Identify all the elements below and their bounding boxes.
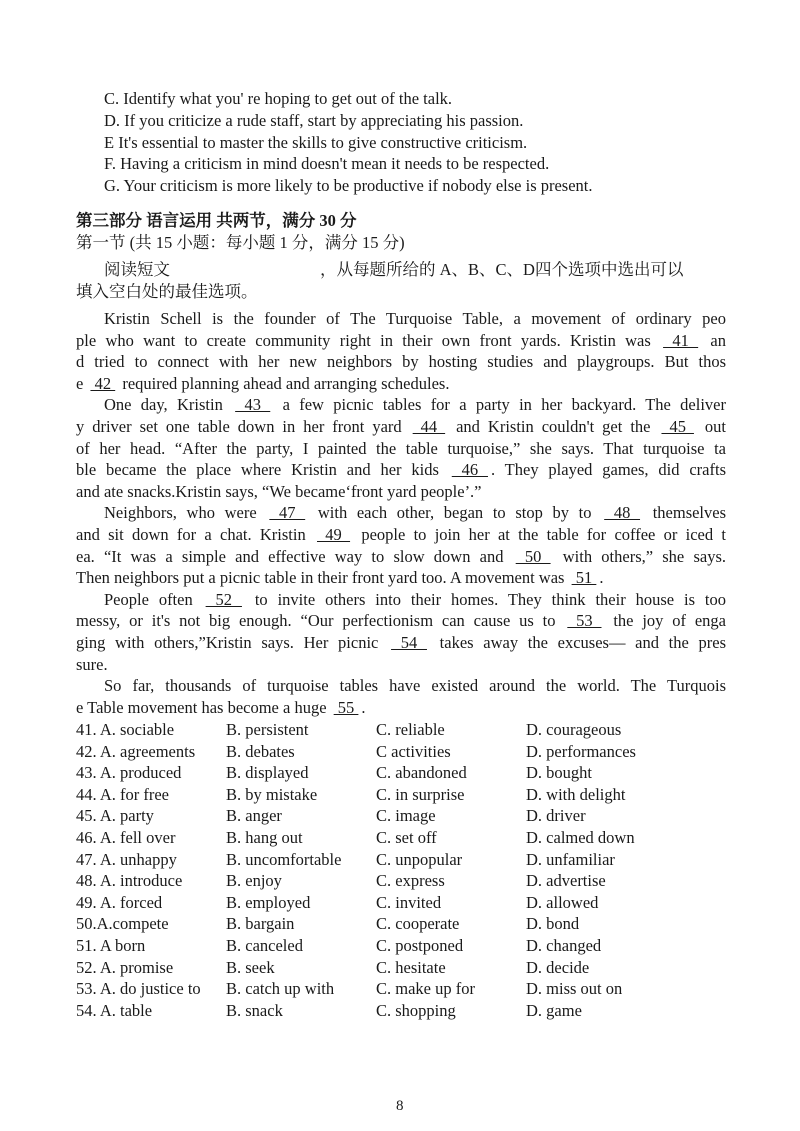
option-c: C. unpopular bbox=[376, 849, 463, 869]
instruction-part-b: ，从每题所给的 A、B、C、D四个选项中选出可以 bbox=[320, 260, 684, 279]
option-row bbox=[76, 849, 726, 870]
passage-line: d tried to connect with her new neighbors by hosting studies and playgroups. But thos bbox=[76, 352, 726, 372]
blank-43: 43 bbox=[235, 395, 271, 415]
option-c: C. in surprise bbox=[376, 784, 465, 804]
option-a: 54. A. table bbox=[76, 1000, 153, 1020]
blank-52: 52 bbox=[205, 589, 242, 609]
option-a: 47. A. unhappy bbox=[76, 849, 177, 869]
option-row bbox=[76, 978, 726, 999]
passage-line: So far, thousands of turquoise tables have existed around the world. The Turquois bbox=[104, 676, 726, 696]
passage-line: One day, Kristin 43 a few picnic tables for a party in her backyard. The deliver bbox=[104, 395, 726, 415]
option-b: B. catch up with bbox=[226, 979, 335, 999]
blank-55: 55 bbox=[333, 697, 359, 717]
option-c: C. invited bbox=[376, 892, 442, 912]
option-d: D. performances bbox=[526, 741, 636, 761]
option-d: D. miss out on bbox=[526, 979, 623, 999]
passage-line: and sit down for a chat. Kristin 49 people to join her at the table for coffee or iced t bbox=[76, 525, 726, 544]
option-d: D. If you criticize a rude staff, start by appreciating his passion. bbox=[104, 111, 524, 130]
option-d: D. unfamiliar bbox=[526, 849, 615, 869]
option-b: B. anger bbox=[226, 806, 282, 826]
option-b: B. persistent bbox=[226, 720, 309, 739]
option-c: C. hesitate bbox=[376, 957, 446, 977]
passage-line: ging with others,”Kristin says. Her picnic 54 takes away the excuses— and the pres bbox=[76, 633, 727, 652]
passage-line: y driver set one table down in her front yard 44 and Kristin couldn't get the 45 out bbox=[76, 417, 727, 436]
option-a: 43. A. produced bbox=[76, 763, 182, 783]
option-row bbox=[76, 827, 726, 848]
option-c: C. image bbox=[376, 806, 436, 826]
option-c: C. cooperate bbox=[376, 914, 460, 934]
option-a: 53. A. do justice to bbox=[76, 979, 201, 999]
option-row bbox=[76, 870, 726, 891]
blank-48: 48 bbox=[604, 503, 641, 523]
option-a: 48. A. introduce bbox=[76, 871, 183, 891]
option-d: D. advertise bbox=[526, 871, 606, 891]
page-number: 8 bbox=[396, 1098, 404, 1114]
option-b: B. enjoy bbox=[226, 871, 282, 891]
option-b: B. displayed bbox=[226, 763, 309, 783]
passage-line: e 42 required planning ahead and arranging schedules. bbox=[76, 373, 450, 393]
passage-line: Neighbors, who were 47 with each other, began to stop by to 48 themselves bbox=[104, 503, 727, 523]
subsection-title: 第一节 (共 15 小题：每小题 1 分，满分 15 分) bbox=[76, 233, 405, 252]
option-row bbox=[76, 1000, 726, 1021]
option-row bbox=[76, 892, 726, 913]
passage-line: ea. “It was a simple and effective way to slow down and 50 with others,” she says. bbox=[76, 546, 726, 566]
option-c: C activities bbox=[376, 741, 451, 761]
option-a: 46. A. fell over bbox=[76, 828, 176, 847]
passage-line: ble became the place where Kristin and her kids 46 . They played games, did crafts bbox=[76, 460, 726, 480]
option-row bbox=[76, 741, 726, 762]
option-d: D. bond bbox=[526, 914, 580, 934]
passage-line: of her head. “After the party, I painted the table turquoise,” she says. That turquoise ta bbox=[76, 438, 726, 458]
section-title: 第三部分 语言运用 共两节，满分 30 分 bbox=[76, 211, 357, 230]
passage-line: and ate snacks.Kristin says, “We became‘front yard people’.” bbox=[76, 481, 482, 501]
option-d: D. allowed bbox=[526, 892, 599, 912]
option-row bbox=[76, 805, 726, 826]
option-a: 51. A born bbox=[76, 936, 146, 955]
option-f: F. Having a criticism in mind doesn't mean it needs to be respected. bbox=[104, 154, 550, 173]
option-b: B. employed bbox=[226, 892, 311, 912]
passage-line: Kristin Schell is the founder of The Turquoise Table, a movement of ordinary peo bbox=[104, 309, 726, 328]
option-c: C. reliable bbox=[376, 720, 445, 739]
passage-line: Then neighbors put a picnic table in their front yard too. A movement was 51 . bbox=[76, 568, 604, 588]
instruction-part-a: 阅读短文 bbox=[104, 260, 170, 279]
option-g: G. Your criticism is more likely to be productive if nobody else is present. bbox=[104, 176, 593, 195]
blank-51: 51 bbox=[571, 568, 597, 588]
option-b: B. uncomfortable bbox=[226, 849, 342, 869]
option-e: E It's essential to master the skills to give constructive criticism. bbox=[104, 133, 528, 152]
option-c: C. postponed bbox=[376, 936, 464, 955]
blank-45: 45 bbox=[661, 417, 694, 436]
passage-line: e Table movement has become a huge 55 . bbox=[76, 697, 366, 717]
blank-46: 46 bbox=[451, 460, 488, 480]
instruction-line-2: 填入空白处的最佳选项。 bbox=[76, 282, 258, 301]
option-b: B. canceled bbox=[226, 936, 303, 955]
option-d: D. calmed down bbox=[526, 828, 635, 847]
option-row bbox=[76, 762, 726, 783]
option-c: C. make up for bbox=[376, 979, 475, 999]
passage-line: sure. bbox=[76, 654, 108, 674]
passage-line: messy, or it's not big enough. “Our perfectionism can cause us to 53 the joy of enga bbox=[76, 611, 726, 631]
option-b: B. bargain bbox=[226, 914, 295, 934]
blank-53: 53 bbox=[567, 611, 602, 631]
option-d: D. decide bbox=[526, 957, 590, 977]
option-a: 45. A. party bbox=[76, 806, 154, 826]
option-b: B. debates bbox=[226, 741, 295, 761]
option-b: B. snack bbox=[226, 1000, 283, 1020]
option-b: B. by mistake bbox=[226, 784, 318, 804]
option-row bbox=[76, 957, 726, 978]
option-c: C. Identify what you' re hoping to get out of the talk. bbox=[104, 89, 453, 108]
option-a: 41. A. sociable bbox=[76, 720, 175, 739]
option-d: D. driver bbox=[526, 806, 586, 826]
option-row bbox=[76, 784, 726, 805]
option-a: 44. A. for free bbox=[76, 784, 170, 804]
option-a: 42. A. agreements bbox=[76, 741, 196, 761]
option-d: D. with delight bbox=[526, 784, 626, 804]
option-b: B. seek bbox=[226, 957, 275, 977]
blank-41: 41 bbox=[663, 330, 699, 350]
passage-line: ple who want to create community right in their own front yards. Kristin was 41 an bbox=[76, 330, 726, 350]
option-row bbox=[76, 913, 726, 934]
option-b: B. hang out bbox=[226, 828, 303, 847]
blank-47: 47 bbox=[269, 503, 306, 523]
blank-54: 54 bbox=[391, 633, 427, 652]
option-d: D. game bbox=[526, 1000, 582, 1020]
option-c: C. express bbox=[376, 871, 445, 891]
option-d: D. changed bbox=[526, 936, 602, 955]
option-c: C. set off bbox=[376, 828, 437, 847]
option-a: 49. A. forced bbox=[76, 892, 163, 912]
blank-42: 42 bbox=[90, 373, 116, 393]
option-d: D. bought bbox=[526, 763, 592, 783]
option-c: C. abandoned bbox=[376, 763, 467, 783]
option-c: C. shopping bbox=[376, 1000, 456, 1020]
instruction-line-1 bbox=[104, 259, 754, 280]
option-a: 50.A.compete bbox=[76, 914, 169, 934]
option-a: 52. A. promise bbox=[76, 957, 174, 977]
blank-49: 49 bbox=[317, 525, 351, 544]
option-row bbox=[76, 719, 726, 740]
blank-50: 50 bbox=[515, 546, 551, 566]
blank-44: 44 bbox=[412, 417, 446, 436]
option-d: D. courageous bbox=[526, 720, 622, 739]
passage-line: People often 52 to invite others into their homes. They think their house is too bbox=[104, 589, 726, 609]
option-row bbox=[76, 935, 726, 956]
